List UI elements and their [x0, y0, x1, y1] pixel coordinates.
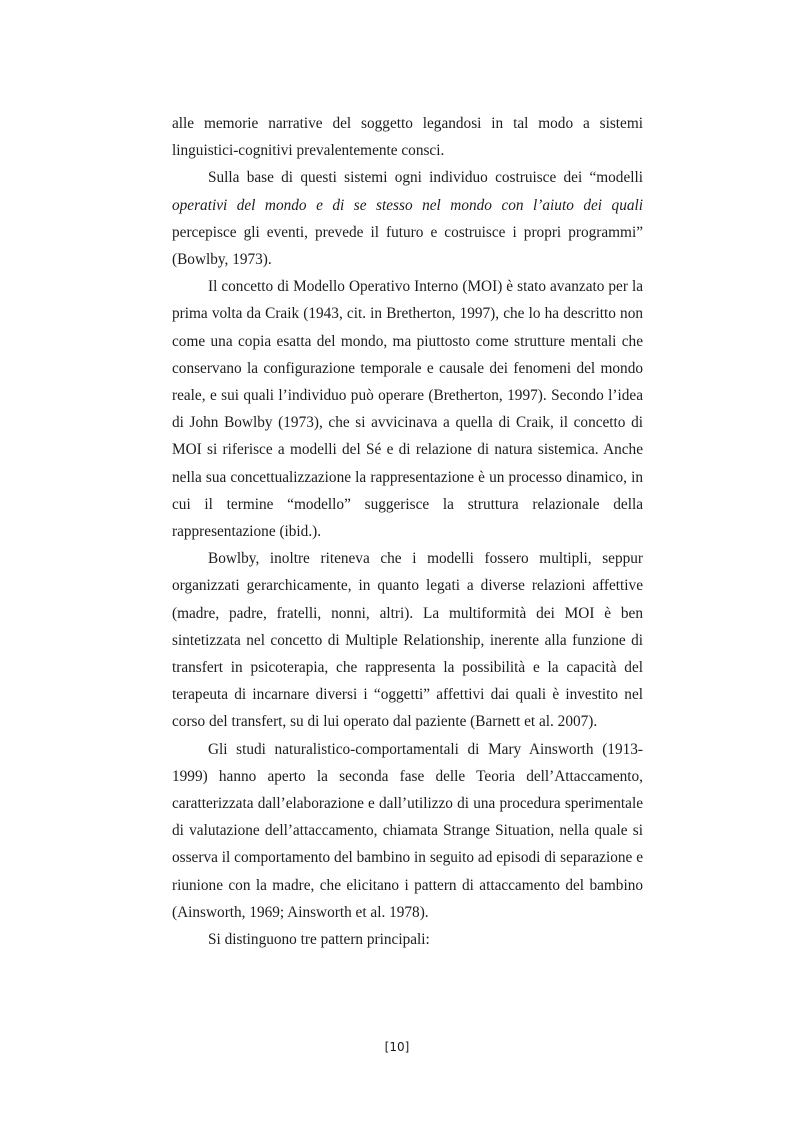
paragraph-operative-models: [172, 164, 643, 273]
body-text: [172, 110, 643, 953]
paragraph-ainsworth: Gli studi naturalistico-comportamentali di Mary Ainsworth (1913-1999) hanno aperto la seconda fase delle Teoria dell’Attaccamento, caratterizzata dall’elaborazione e dall’utilizzo di una procedura sperimentale di valutazione dell’attaccamento, chiamata Strange Situation, nella quale si osserva il comportamento del bambino in seguito ad episodi di separazione e riunione con la madre, che elicitano i pattern di attaccamento del bambino (Ainsworth, 1969; Ainsworth et al. 1978).: [172, 740, 643, 921]
paragraph-continuation: alle memorie narrative del soggetto legandosi in tal modo a sistemi linguistici-cognitivi prevalentemente consci.: [172, 115, 643, 160]
paragraph-multiple-models: Bowlby, inoltre riteneva che i modelli fossero multipli, seppur organizzati gerarchicamente, in quanto legati a diverse relazioni affettive (madre, padre, fratelli, nonni, altri). La multiformità dei MOI è ben sintetizzata nel concetto di Multiple Relationship, inerente alla funzione di transfert in psicoterapia, che rappresenta la possibilità e la capacità del terapeuta di incarnare diversi i “oggetti” affettivi dai quali è investito nel corso del transfert, su di lui operato dal paziente (Barnett et al. 2007).: [172, 550, 643, 731]
italic-quote: operativi del mondo e di se stesso nel mondo con l’aiuto dei quali: [172, 196, 643, 214]
paragraph-text: percepisce gli eventi, prevede il futuro e costruisce i propri programmi” (Bowlby, 1973).: [172, 223, 643, 269]
paragraph-patterns-intro: Si distinguono tre pattern principali:: [208, 931, 430, 949]
paragraph-moi-concept: Il concetto di Modello Operativo Interno (MOI) è stato avanzato per la prima volta da Craik (1943, cit. in Bretherton, 1997), che lo ha descritto non come una copia esatta del mondo, ma piuttosto come strutture mentali che conservano la configurazione temporale e causale dei fenomeni del mondo reale, e sui quali l’individuo può operare (Bretherton, 1997). Secondo l’idea di John Bowlby (1973), che si avvicinava a quella di Craik, il concetto di MOI si riferisce a modelli del Sé e di relazione di natura sistemica. Anche nella sua concettualizzazione la rappresentazione è un processo dinamico, in cui il termine “modello” suggerisce la struttura relazionale della rappresentazione (ibid.).: [172, 278, 643, 541]
paragraph-text: Sulla base di questi sistemi ogni individuo costruisce dei “modelli: [208, 169, 643, 187]
page-number: [10]: [384, 1040, 410, 1054]
